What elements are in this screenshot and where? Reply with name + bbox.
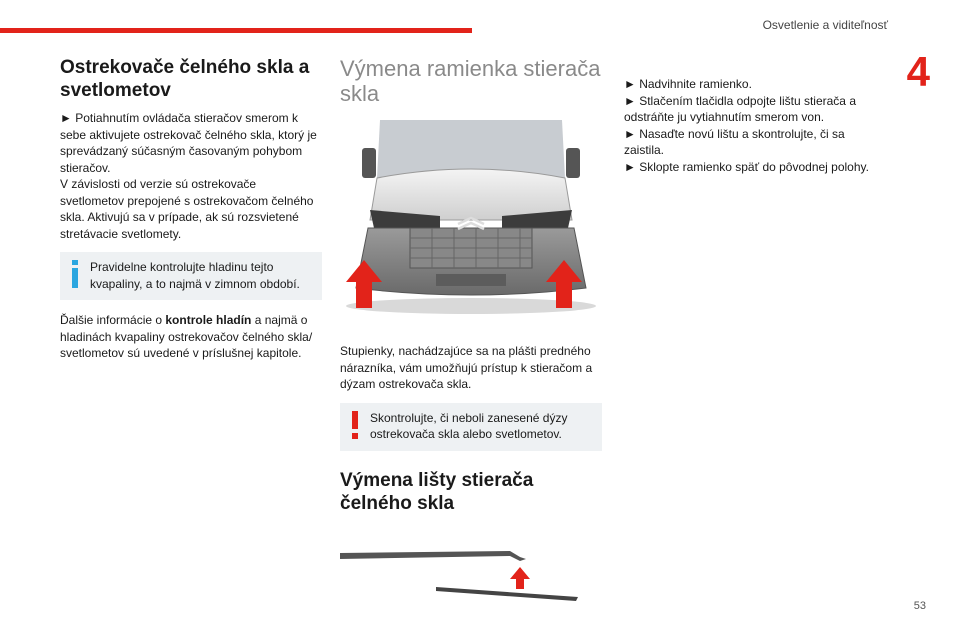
chapter-number: 4 [906,48,930,95]
section-title-washers: Ostrekovače čelného skla a svetlometov [60,57,310,101]
step-2: ► Stlačením tlačidla odpojte lištu stierača a odstráňte ju vytiahnutím smerom von. [624,93,856,124]
column-steps [624,76,886,175]
paragraph-activation: ► Potiahnutím ovládača stieračov smerom k sebe aktivujete ostrekovač čelného skla, ktorý je sprevádzaný súčasným časovaným pohybom stieračov. [60,111,317,175]
section-title-wiper-blade: Výmena lišty stierača čelného skla [340,469,534,514]
info-note [60,252,322,300]
arrow-up-icon [510,567,530,589]
warning-icon [348,410,362,440]
info-icon [68,259,82,289]
paragraph-headlamp-washers: V závislosti od verzie sú ostrekovače svetlometov prepojené s ostrekovačom čelného skla. Aktivujú sa v prípade, ak sú rozsvietené stretávacie svetlomety. [60,177,314,241]
page-number: 53 [913,600,926,612]
section-title-wiper-arm: Výmena ramienka stierača skla [340,56,601,106]
link-kontrole-hladin[interactable]: kontrole hladín [165,313,252,327]
column-wiper-arm [340,56,602,628]
warning-note [340,403,602,451]
column-washers [60,56,322,362]
caption-steps: Stupienky, nachádzajúce sa na plášti predného nárazníka, vám umožňujú prístup k stieračom a dýzam ostrekovača skla. [340,344,593,391]
info-note-text: Pravidelne kontrolujte hladinu tejto kvapaliny, a to najmä v zimnom období. [90,260,300,291]
van-front-illustration [340,120,602,320]
wiper-blade-illustration [340,543,602,623]
paragraph-more-info: Ďalšie informácie o kontrole hladín a najmä o hladinách kvapaliny ostrekovačov čelného skla/ svetlometov sú uvedené v príslušnej kapitole. [60,313,313,360]
top-accent-bar [0,28,472,33]
step-4: ► Sklopte ramienko späť do pôvodnej polohy. [624,159,869,174]
step-1: ► Nadvihnite ramienko. [624,77,752,91]
running-head: Osvetlenie a viditeľnosť [762,18,888,32]
warning-note-text: Skontrolujte, či neboli zanesené dýzy ostrekovača skla alebo svetlometov. [370,410,568,441]
step-3: ► Nasaďte novú lištu a skontrolujte, či sa zaistila. [624,126,845,157]
